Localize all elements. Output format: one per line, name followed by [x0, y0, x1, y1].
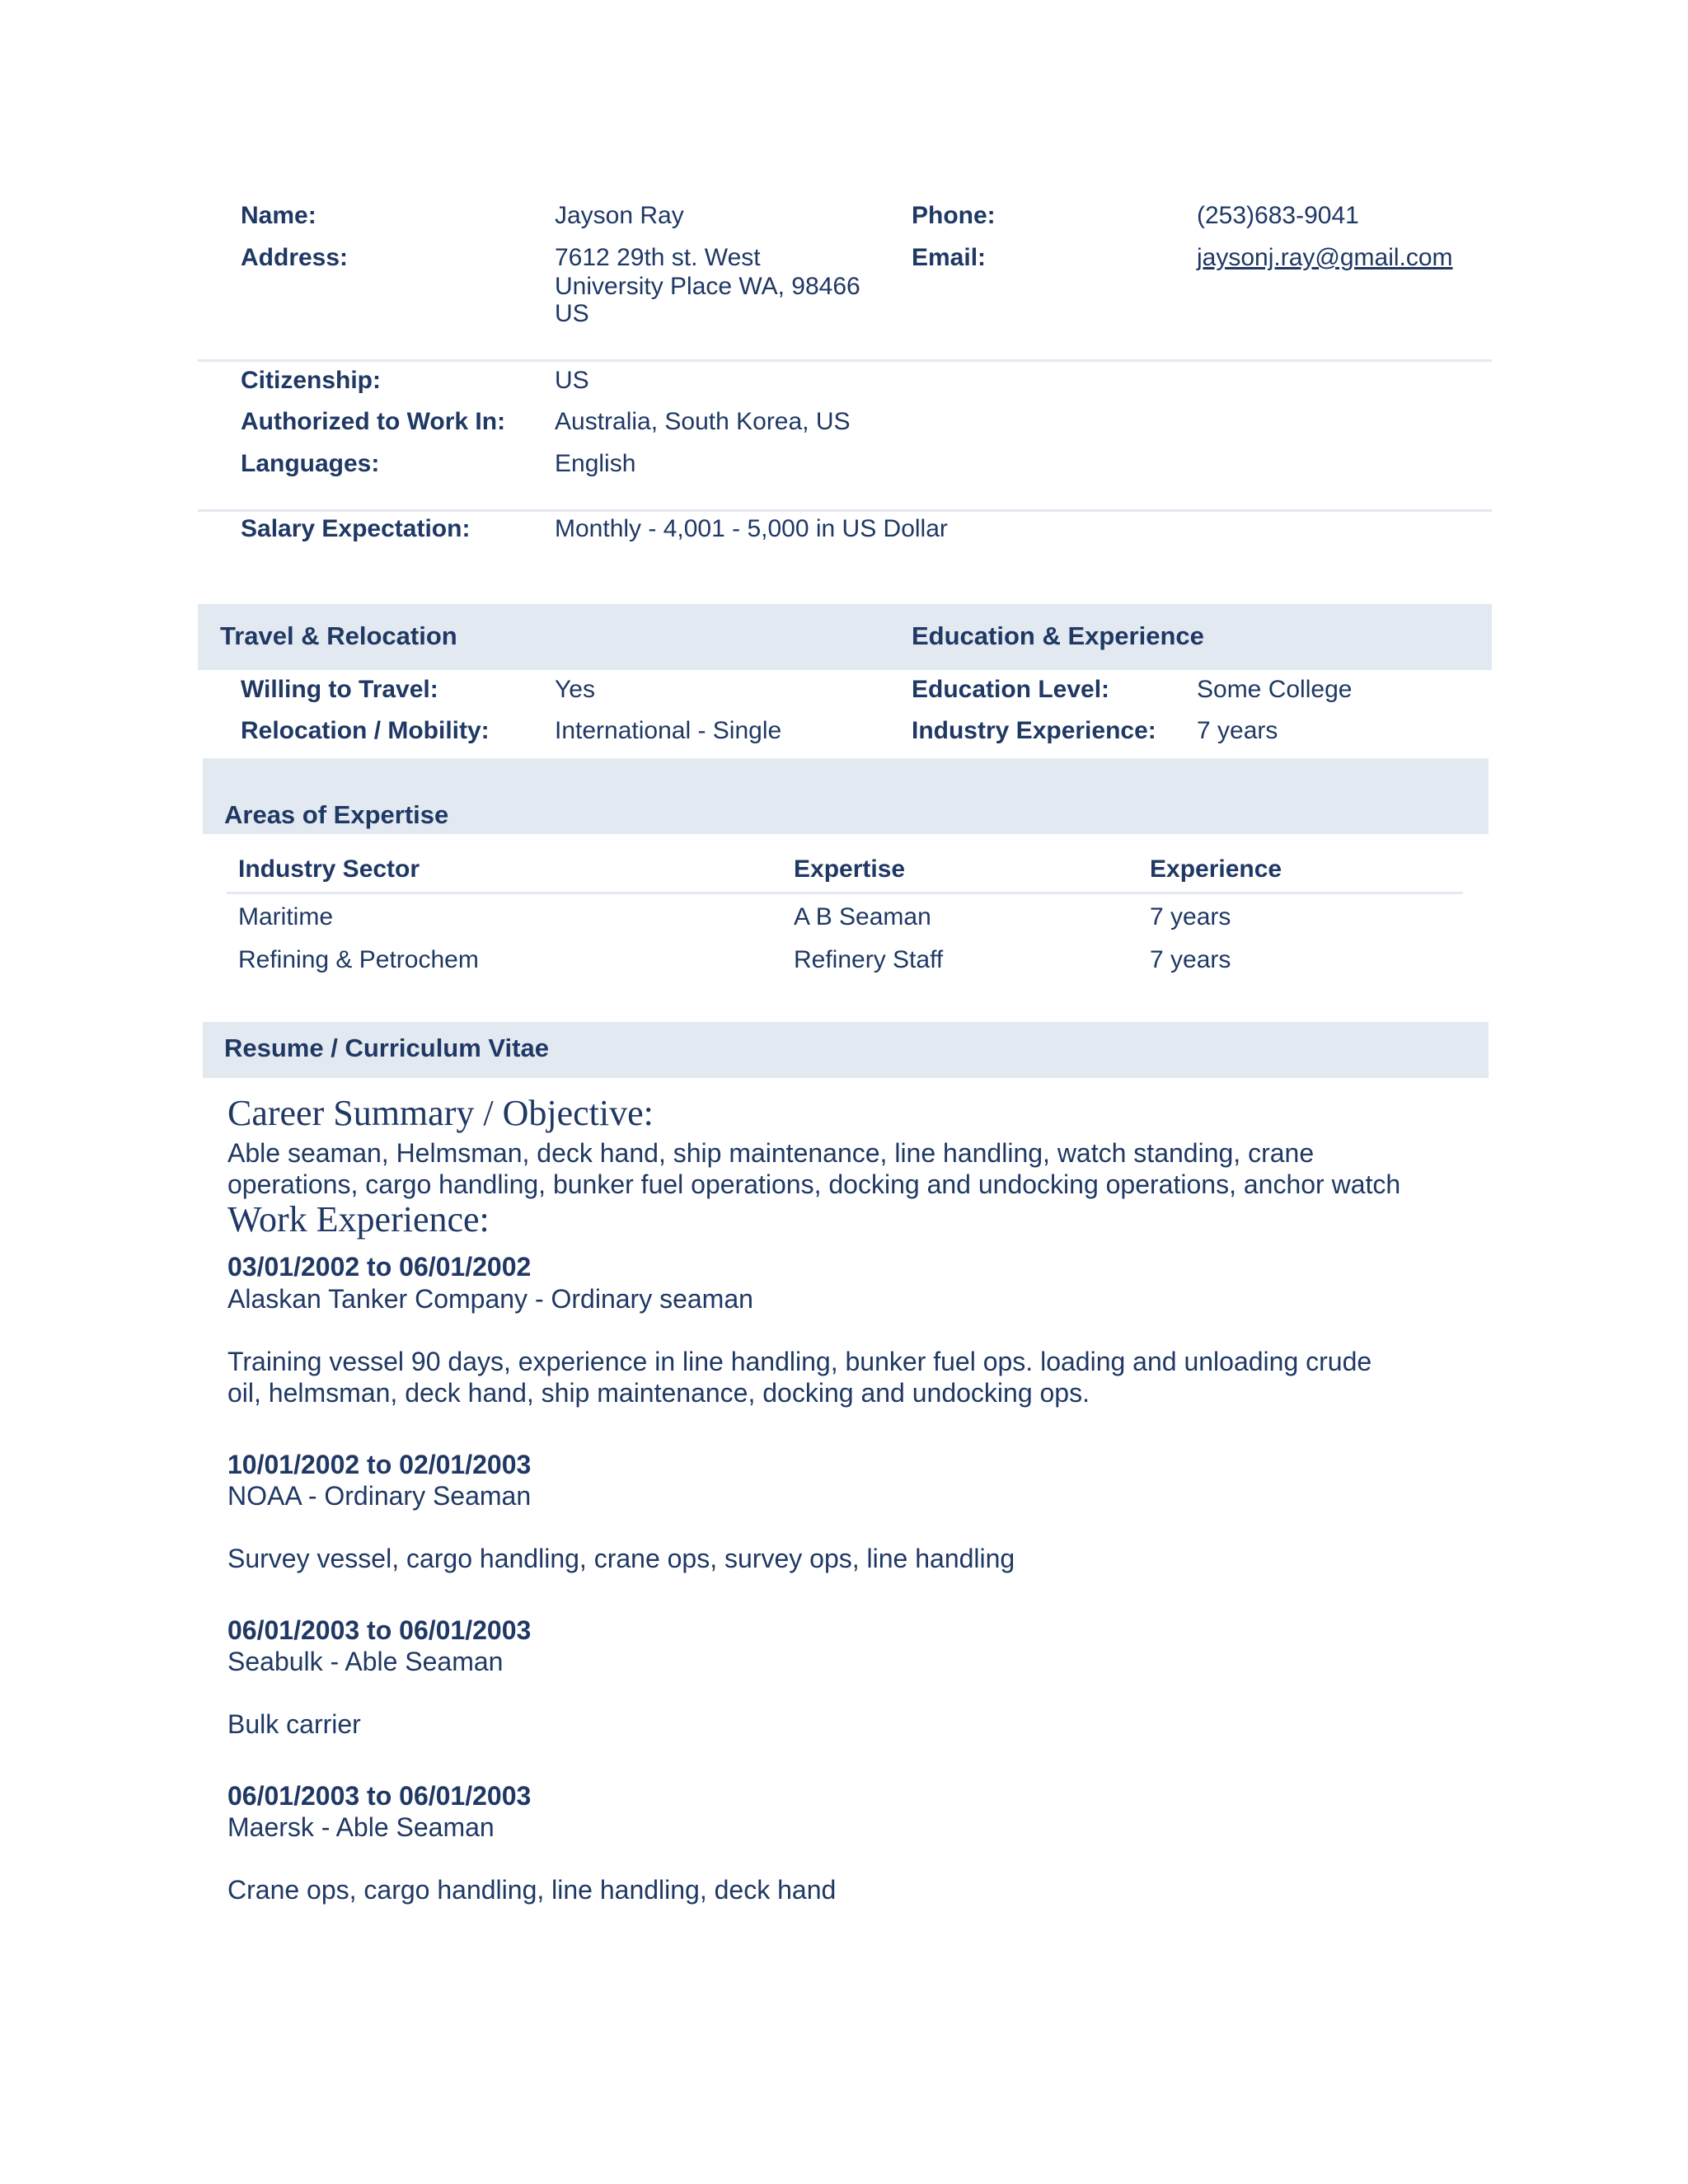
name-value: Jayson Ray — [555, 202, 684, 229]
job-title: NOAA - Ordinary Seaman — [227, 1481, 532, 1511]
salary-value: Monthly - 4,001 - 5,000 in US Dollar — [555, 515, 948, 542]
resume-section-title: Resume / Curriculum Vitae — [224, 1033, 549, 1062]
travel-section-title: Travel & Relocation — [220, 621, 457, 650]
divider — [198, 359, 1492, 362]
relocation-label: Relocation / Mobility: — [241, 717, 490, 744]
email-label: Email: — [912, 244, 987, 271]
job-description: Crane ops, cargo handling, line handling, deck hand — [227, 1875, 837, 1905]
job-description: Training vessel 90 days, experience in line handling, bunker fuel ops. loading and unloading crude — [227, 1347, 1372, 1376]
job-title: Alaskan Tanker Company - Ordinary seaman — [227, 1284, 753, 1314]
industry-experience-value: 7 years — [1197, 717, 1278, 744]
career-summary-heading: Career Summary / Objective: — [227, 1093, 654, 1133]
education-section-title: Education & Experience — [912, 621, 1204, 650]
table-cell-sector: Refining & Petrochem — [238, 946, 479, 973]
table-header-divider — [227, 892, 1463, 894]
job-dates: 06/01/2003 to 06/01/2003 — [227, 1615, 532, 1645]
table-cell-experience: 7 years — [1150, 946, 1231, 973]
table-cell-expertise: Refinery Staff — [794, 946, 944, 973]
job-title: Maersk - Able Seaman — [227, 1812, 495, 1842]
career-summary-line: operations, cargo handling, bunker fuel operations, docking and undocking operations, anchor watch — [227, 1169, 1401, 1199]
address-line-1: 7612 29th st. West — [555, 244, 761, 271]
relocation-value: International - Single — [555, 717, 782, 744]
willing-to-travel-label: Willing to Travel: — [241, 676, 438, 703]
address-line-2: University Place WA, 98466 — [555, 273, 860, 300]
work-experience-heading: Work Experience: — [227, 1199, 490, 1240]
education-level-label: Education Level: — [912, 676, 1110, 703]
career-summary-line: Able seaman, Helmsman, deck hand, ship maintenance, line handling, watch standing, crane — [227, 1138, 1315, 1168]
expertise-header-sector: Industry Sector — [238, 855, 420, 883]
expertise-header-expertise: Expertise — [794, 855, 906, 883]
address-label: Address: — [241, 244, 349, 271]
table-cell-sector: Maritime — [238, 903, 334, 930]
address-line-3: US — [555, 300, 589, 327]
divider — [198, 509, 1492, 512]
citizenship-value: US — [555, 367, 589, 394]
willing-to-travel-value: Yes — [555, 676, 595, 703]
job-description: oil, helmsman, deck hand, ship maintenance, docking and undocking ops. — [227, 1378, 1090, 1408]
authorized-label: Authorized to Work In: — [241, 408, 506, 435]
table-cell-experience: 7 years — [1150, 903, 1231, 930]
job-description: Bulk carrier — [227, 1709, 361, 1739]
email-link[interactable]: jaysonj.ray@gmail.com — [1197, 244, 1453, 271]
job-title: Seabulk - Able Seaman — [227, 1647, 504, 1676]
job-dates: 06/01/2003 to 06/01/2003 — [227, 1781, 532, 1811]
authorized-value: Australia, South Korea, US — [555, 408, 851, 435]
phone-value: (253)683-9041 — [1197, 202, 1359, 229]
languages-label: Languages: — [241, 450, 380, 477]
job-dates: 10/01/2002 to 02/01/2003 — [227, 1450, 532, 1479]
languages-value: English — [555, 450, 636, 477]
citizenship-label: Citizenship: — [241, 367, 381, 394]
salary-label: Salary Expectation: — [241, 515, 471, 542]
expertise-section-title: Areas of Expertise — [224, 800, 449, 829]
industry-experience-label: Industry Experience: — [912, 717, 1156, 744]
name-label: Name: — [241, 202, 316, 229]
job-dates: 03/01/2002 to 06/01/2002 — [227, 1252, 532, 1282]
education-level-value: Some College — [1197, 676, 1353, 703]
table-cell-expertise: A B Seaman — [794, 903, 931, 930]
phone-label: Phone: — [912, 202, 996, 229]
expertise-header-experience: Experience — [1150, 855, 1282, 883]
job-description: Survey vessel, cargo handling, crane ops, survey ops, line handling — [227, 1544, 1015, 1573]
